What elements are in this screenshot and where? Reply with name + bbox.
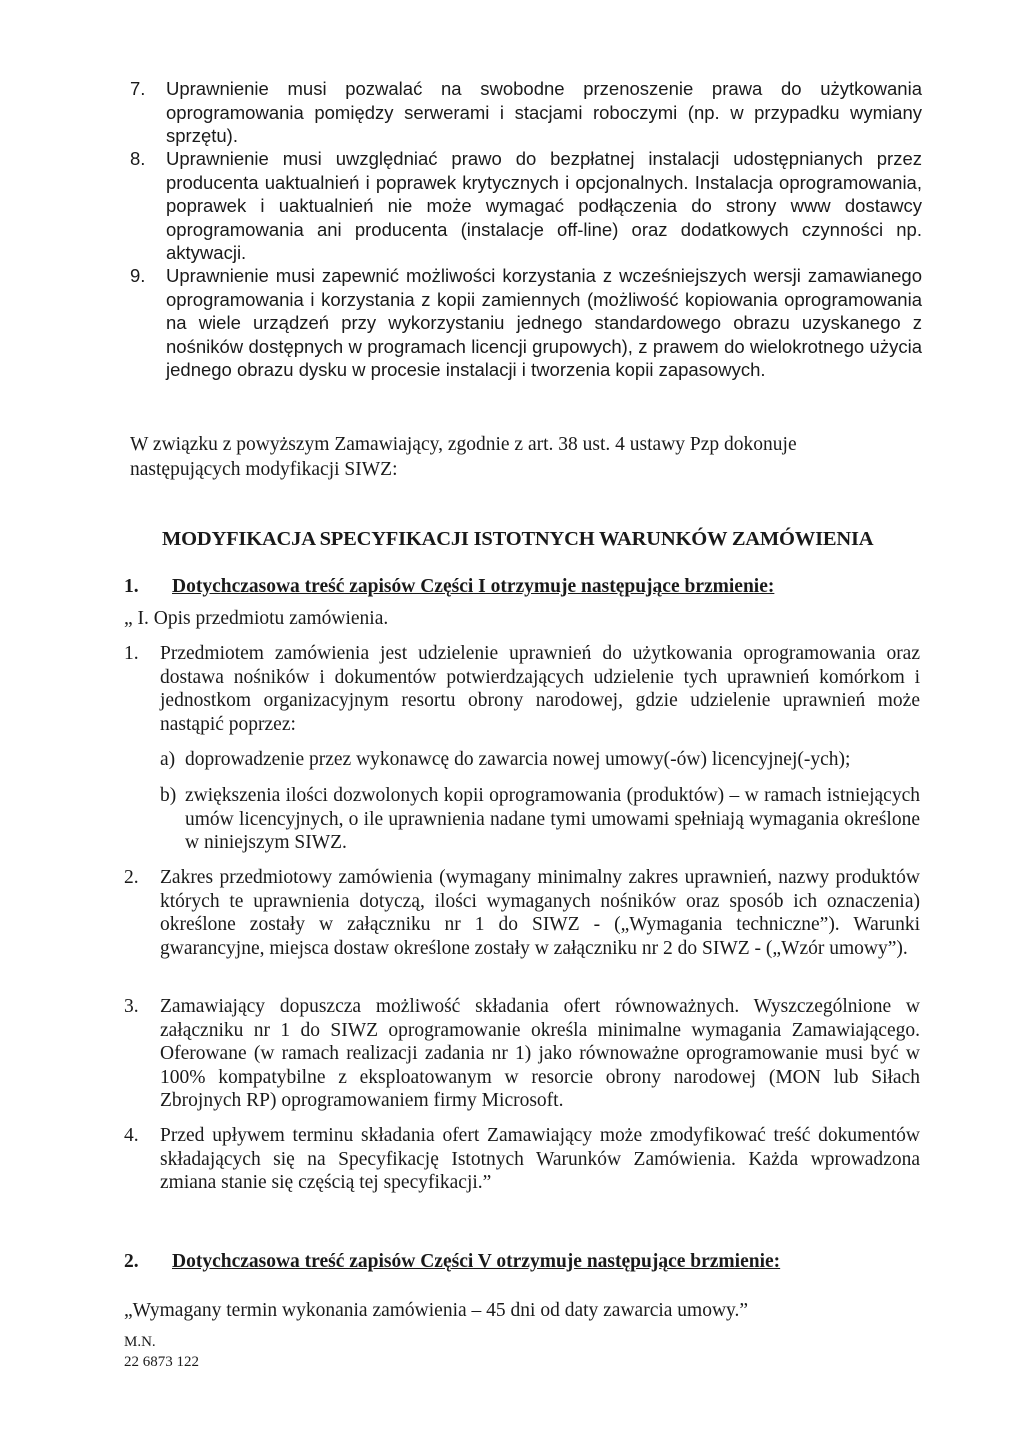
- list-item-number: 7.: [130, 78, 146, 99]
- list-item-number: 9.: [130, 265, 146, 286]
- section-title: Dotychczasowa treść zapisów Części I otrzymuje następujące brzmienie:: [172, 576, 775, 597]
- item-number: 3.: [124, 996, 139, 1017]
- subitem-label: b): [160, 785, 177, 806]
- list-item-number: 8.: [130, 148, 146, 169]
- item-text: Zamawiający dopuszcza możliwość składania ofert równoważnych. Wyszczególnione w załączniku nr 1 do SIWZ oprogramowanie określa minimalne wymagania Zamawiającego. Oferowane (w ramach realizacji zadania nr 1) jako równoważne oprogramowanie musi być w 100% kompatybilne z eksploatowanym w resorcie obrony narodowej (MON lub Siłach Zbrojnych RP) oprogramowaniem firmy Microsoft.: [160, 996, 920, 1111]
- footer-initials: M.N.: [124, 1334, 156, 1350]
- subitem-text: zwiększenia ilości dozwolonych kopii oprogramowania (produktów) – w ramach istniejących umów licencyjnych, o ile uprawnienia nadane tymi umowami spełniają wymagania określone w niniejszym SIWZ.: [185, 785, 920, 853]
- section-title: Dotychczasowa treść zapisów Części V otrzymuje następujące brzmienie:: [172, 1251, 781, 1272]
- item-number: 2.: [124, 867, 139, 888]
- list-item-text: Uprawnienie musi uwzględniać prawo do bezpłatnej instalacji udostępnianych przez producenta uaktualnień i poprawek krytycznych i opcjonalnych. Instalacja oprogramowania, poprawek i uaktualnień nie może wymagać podłączenia do strony www dostawcy oprogramowania ani producenta (instalacje off-line) oraz dodatkowych czynności np. aktywacji.: [166, 148, 922, 263]
- main-heading: MODYFIKACJA SPECYFIKACJI ISTOTNYCH WARUNKÓW ZAMÓWIENIA: [162, 528, 874, 550]
- item-number: 4.: [124, 1125, 139, 1146]
- footer-phone: 22 6873 122: [124, 1354, 199, 1370]
- intro-line: następujących modyfikacji SIWZ:: [130, 459, 398, 480]
- quote-heading: „ I. Opis przedmiotu zamówienia.: [124, 608, 389, 629]
- item-number: 1.: [124, 643, 139, 664]
- section-number: 2.: [124, 1251, 139, 1272]
- subitem-label: a): [160, 749, 176, 770]
- intro-line: W związku z powyższym Zamawiający, zgodnie z art. 38 ust. 4 ustawy Pzp dokonuje: [130, 434, 797, 455]
- item-text: Przed upływem terminu składania ofert Zamawiający może zmodyfikować treść dokumentów składających się na Specyfikację Istotnych Warunków Zamówienia. Każda wprowadzona zmiana stanie się częścią tej specyfikacji.”: [160, 1125, 920, 1193]
- item-text: Przedmiotem zamówienia jest udzielenie uprawnień do użytkowania oprogramowania oraz dostawa nośników i dokumentów potwierdzających udzielenie tych uprawnień komórkom i jednostkom organizacyjnym resortu obrony narodowej, gdzie udzielenie uprawnień może nastąpić poprzez:: [160, 643, 920, 735]
- section-number: 1.: [124, 576, 139, 597]
- list-item-text: Uprawnienie musi zapewnić możliwości korzystania z wcześniejszych wersji zamawianego oprogramowania i korzystania z kopii zamiennych (możliwość kopiowania oprogramowania na wiele urządzeń przy wykorzystaniu jednego standardowego obrazu uzyskanego z nośników dostępnych w programach licencji grupowych), z prawem do wielokrotnego użycia jednego obrazu dysku w procesie instalacji i tworzenia kopii zapasowych.: [166, 265, 922, 380]
- section-quote: „Wymagany termin wykonania zamówienia – 45 dni od daty zawarcia umowy.”: [124, 1300, 749, 1321]
- list-item-text: Uprawnienie musi pozwalać na swobodne przenoszenie prawa do użytkowania oprogramowania pomiędzy serwerami i stacjami roboczymi (np. w przypadku wymiany sprzętu).: [166, 78, 922, 146]
- subitem-text: doprowadzenie przez wykonawcę do zawarcia nowej umowy(-ów) licencyjnej(-ych);: [185, 749, 851, 770]
- item-text: Zakres przedmiotowy zamówienia (wymagany minimalny zakres uprawnień, nazwy produktów których te uprawnienia dotyczą, ilości wymaganych nośników oraz sposób ich oznaczenia) określone zostały w załączniku nr 1 do SIWZ - („Wymagania techniczne”). Warunki gwarancyjne, miejsca dostaw określone zostały w załączniku nr 2 do SIWZ - („Wzór umowy”).: [160, 867, 920, 959]
